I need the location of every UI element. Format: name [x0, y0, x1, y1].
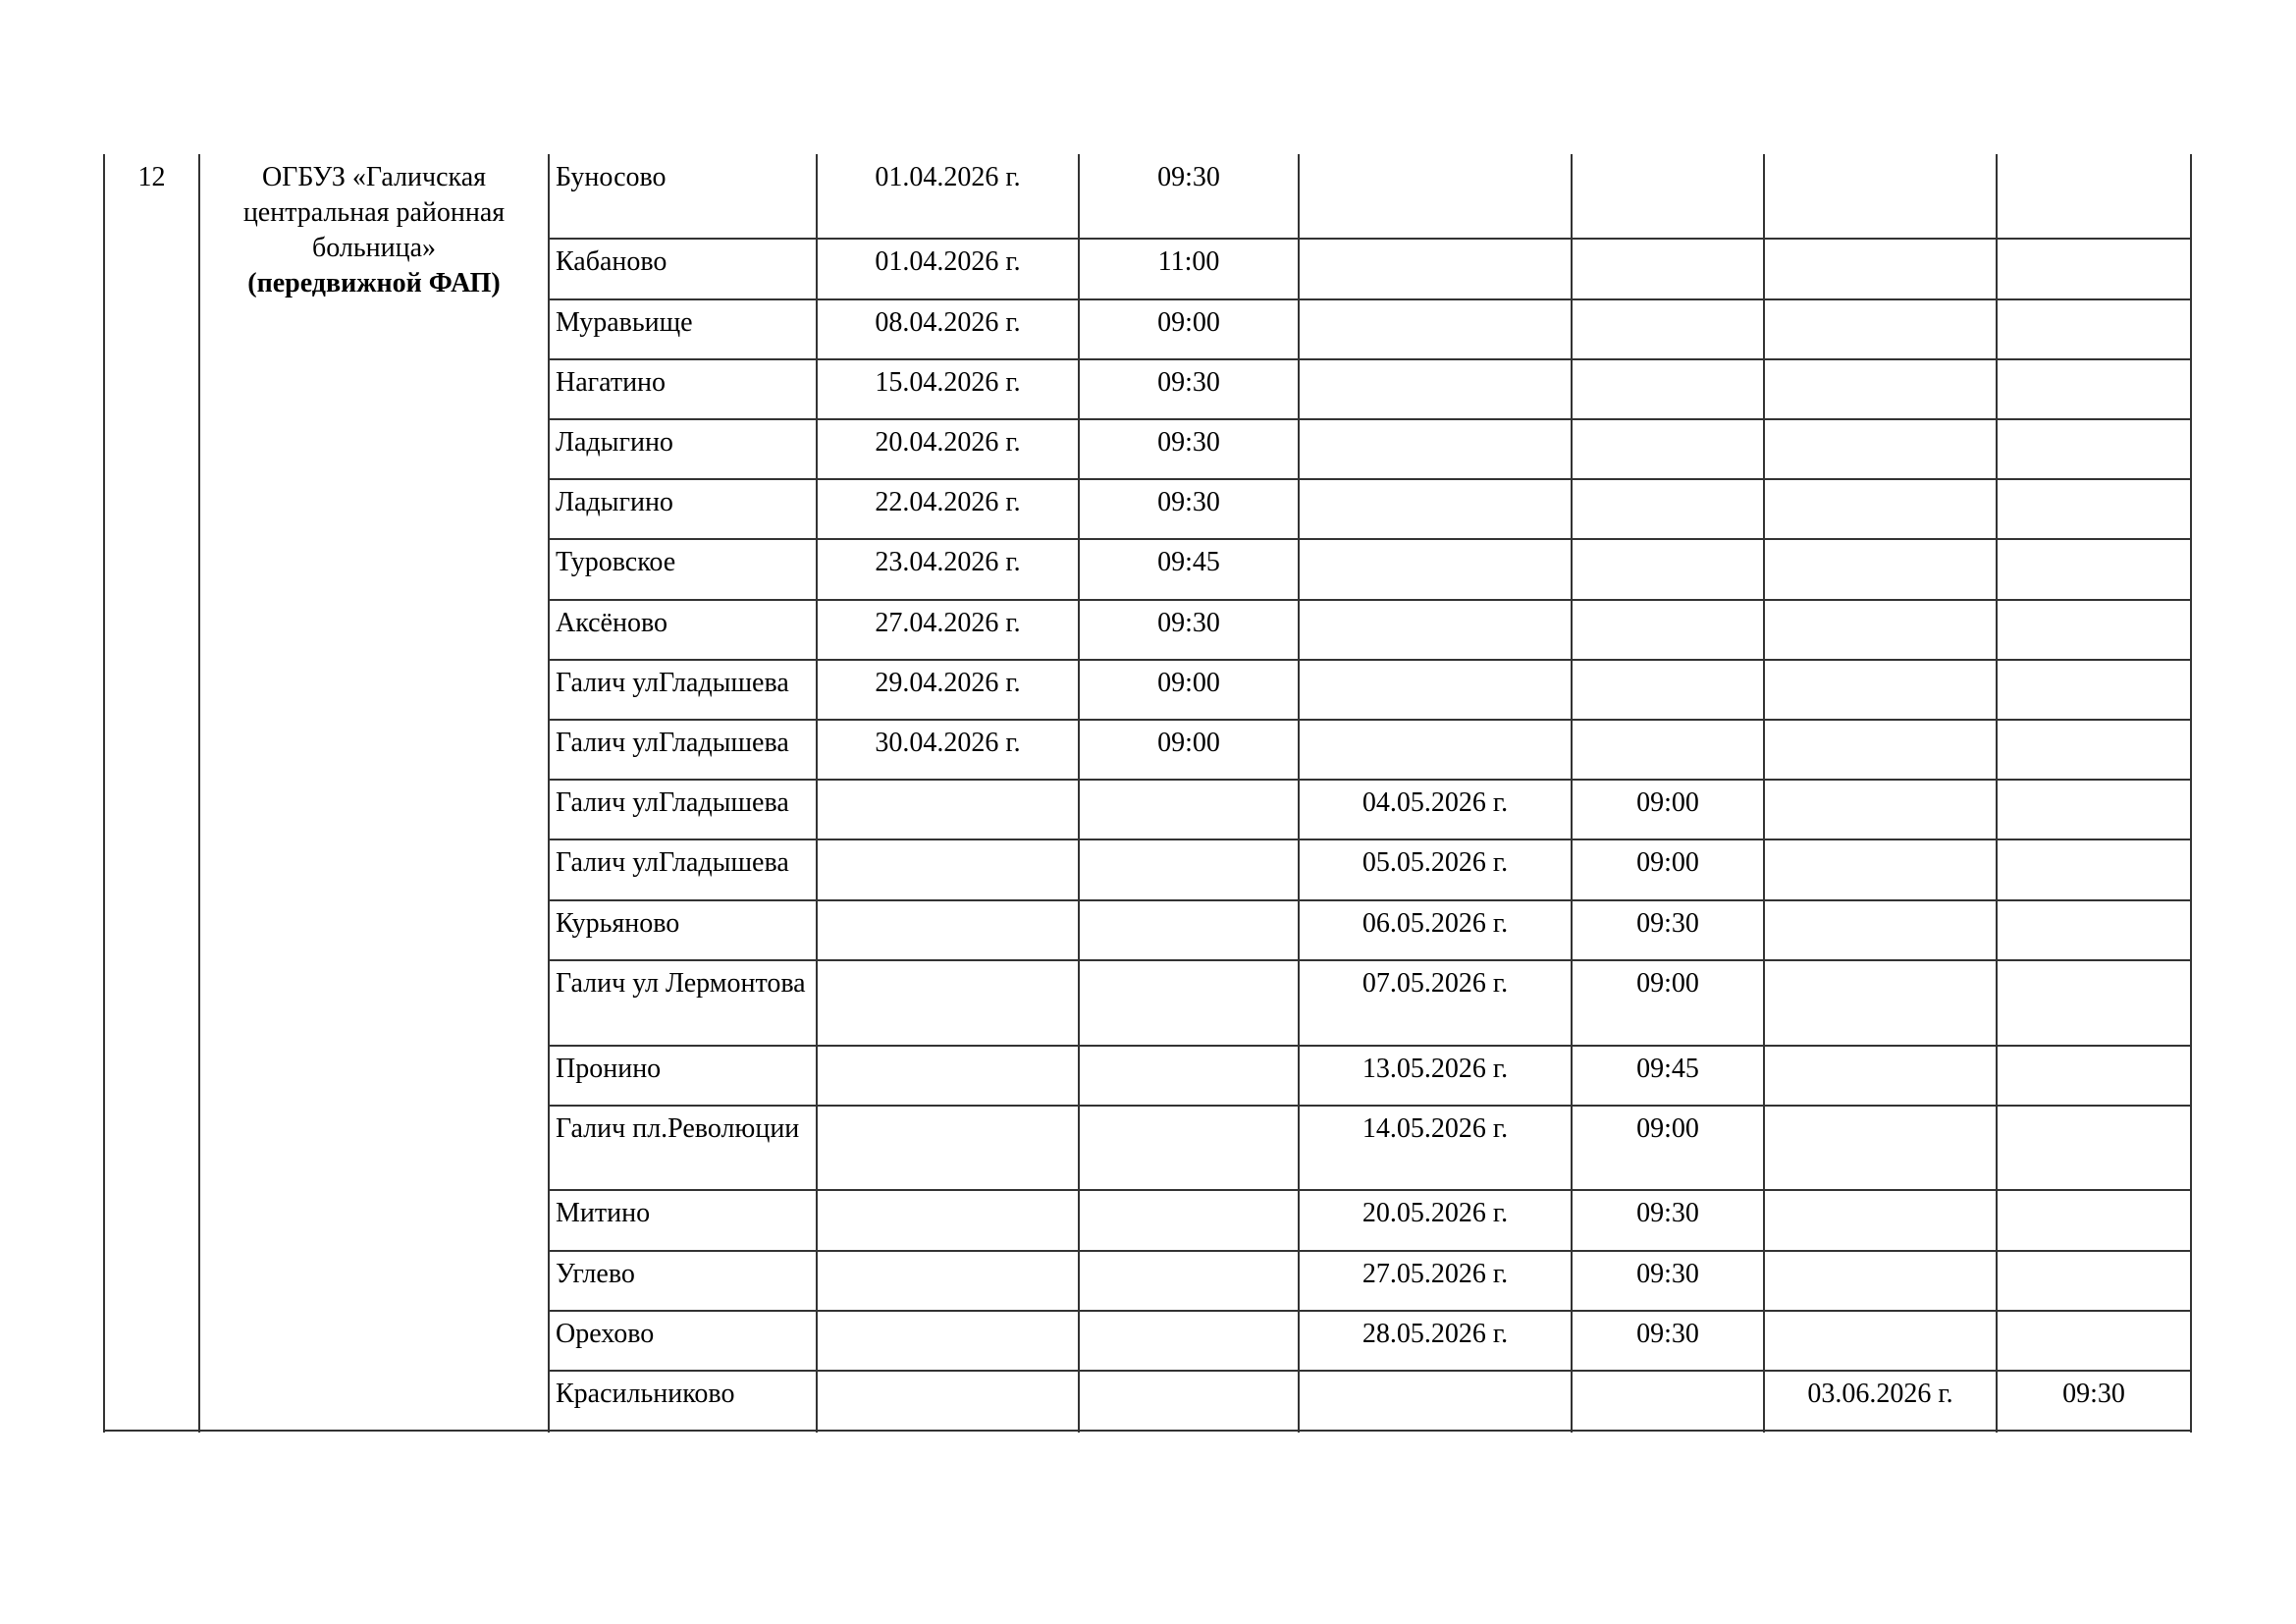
place-cell: Галич улГладышева	[556, 668, 789, 698]
column-divider	[2190, 154, 2192, 1433]
date-cell: 07.05.2026 г.	[1362, 968, 1509, 999]
date-cell: 03.06.2026 г.	[1807, 1379, 1953, 1409]
time-cell: 09:00	[1157, 668, 1220, 698]
date-cell: 14.05.2026 г.	[1362, 1113, 1509, 1144]
time-cell: 09:30	[1157, 367, 1220, 398]
place-cell: Ладыгино	[556, 427, 673, 458]
time-cell: 09:45	[1636, 1054, 1699, 1084]
place-cell: Галич улГладышева	[556, 847, 789, 878]
place-cell: Курьяново	[556, 908, 680, 939]
row-divider	[548, 478, 2192, 480]
date-cell: 04.05.2026 г.	[1362, 787, 1509, 818]
row-divider	[548, 839, 2192, 840]
column-divider	[548, 154, 550, 1433]
place-cell: Ладыгино	[556, 487, 673, 517]
row-divider	[548, 599, 2192, 601]
date-cell: 28.05.2026 г.	[1362, 1319, 1509, 1349]
time-cell: 09:00	[1157, 728, 1220, 758]
place-cell: Галич ул Лермонтова	[556, 968, 806, 999]
date-cell: 05.05.2026 г.	[1362, 847, 1509, 878]
place-cell: Буносово	[556, 162, 667, 192]
time-cell: 09:30	[1157, 608, 1220, 638]
date-cell: 22.04.2026 г.	[875, 487, 1021, 517]
column-divider	[103, 154, 105, 1433]
date-cell: 20.04.2026 г.	[875, 427, 1021, 458]
organization-note: (передвижной ФАП)	[247, 268, 501, 298]
place-cell: Пронино	[556, 1054, 662, 1084]
place-cell: Углево	[556, 1259, 635, 1289]
time-cell: 09:30	[1636, 908, 1699, 939]
organization-cell	[199, 160, 549, 301]
time-cell: 09:30	[2062, 1379, 2125, 1409]
date-cell: 06.05.2026 г.	[1362, 908, 1509, 939]
row-divider	[548, 1310, 2192, 1312]
time-cell: 09:30	[1157, 162, 1220, 192]
column-divider	[1996, 154, 1998, 1433]
time-cell: 09:00	[1636, 787, 1699, 818]
row-divider	[548, 298, 2192, 300]
column-divider	[816, 154, 818, 1433]
place-cell: Туровское	[556, 547, 676, 577]
column-divider	[1571, 154, 1573, 1433]
date-cell: 20.05.2026 г.	[1362, 1198, 1509, 1228]
column-divider	[1298, 154, 1300, 1433]
time-cell: 09:45	[1157, 547, 1220, 577]
row-divider	[548, 899, 2192, 901]
row-divider	[103, 1430, 2192, 1432]
date-cell: 30.04.2026 г.	[875, 728, 1021, 758]
row-divider	[548, 1250, 2192, 1252]
row-divider	[548, 659, 2192, 661]
time-cell: 09:30	[1636, 1198, 1699, 1228]
place-cell: Муравьище	[556, 307, 693, 338]
row-divider	[548, 1370, 2192, 1372]
organization-name: ОГБУЗ «Галичская центральная районная больница»	[242, 162, 506, 263]
place-cell: Орехово	[556, 1319, 655, 1349]
time-cell: 09:30	[1636, 1259, 1699, 1289]
date-cell: 29.04.2026 г.	[875, 668, 1021, 698]
date-cell: 08.04.2026 г.	[875, 307, 1021, 338]
time-cell: 09:30	[1636, 1319, 1699, 1349]
date-cell: 23.04.2026 г.	[875, 547, 1021, 577]
row-divider	[548, 358, 2192, 360]
time-cell: 09:30	[1157, 487, 1220, 517]
row-divider	[548, 719, 2192, 721]
time-cell: 11:00	[1157, 246, 1220, 277]
place-cell: Галич улГладышева	[556, 728, 789, 758]
date-cell: 13.05.2026 г.	[1362, 1054, 1509, 1084]
row-divider	[548, 779, 2192, 781]
place-cell: Нагатино	[556, 367, 667, 398]
row-divider	[548, 1105, 2192, 1107]
date-cell: 27.05.2026 г.	[1362, 1259, 1509, 1289]
place-cell: Галич улГладышева	[556, 787, 789, 818]
row-divider	[548, 1045, 2192, 1047]
row-divider	[548, 238, 2192, 240]
row-divider	[548, 538, 2192, 540]
column-divider	[1078, 154, 1080, 1433]
place-cell: Галич пл.Революции	[556, 1113, 800, 1144]
column-divider	[198, 154, 200, 1433]
place-cell: Митино	[556, 1198, 651, 1228]
time-cell: 09:00	[1636, 1113, 1699, 1144]
row-number-cell: 12	[137, 162, 166, 192]
date-cell: 01.04.2026 г.	[875, 246, 1021, 277]
row-divider	[548, 1189, 2192, 1191]
place-cell: Кабаново	[556, 246, 667, 277]
time-cell: 09:00	[1157, 307, 1220, 338]
time-cell: 09:00	[1636, 968, 1699, 999]
row-divider	[548, 959, 2192, 961]
column-divider	[1763, 154, 1765, 1433]
date-cell: 27.04.2026 г.	[875, 608, 1021, 638]
date-cell: 01.04.2026 г.	[875, 162, 1021, 192]
time-cell: 09:30	[1157, 427, 1220, 458]
row-divider	[548, 418, 2192, 420]
place-cell: Красильниково	[556, 1379, 735, 1409]
time-cell: 09:00	[1636, 847, 1699, 878]
place-cell: Аксёново	[556, 608, 667, 638]
date-cell: 15.04.2026 г.	[875, 367, 1021, 398]
